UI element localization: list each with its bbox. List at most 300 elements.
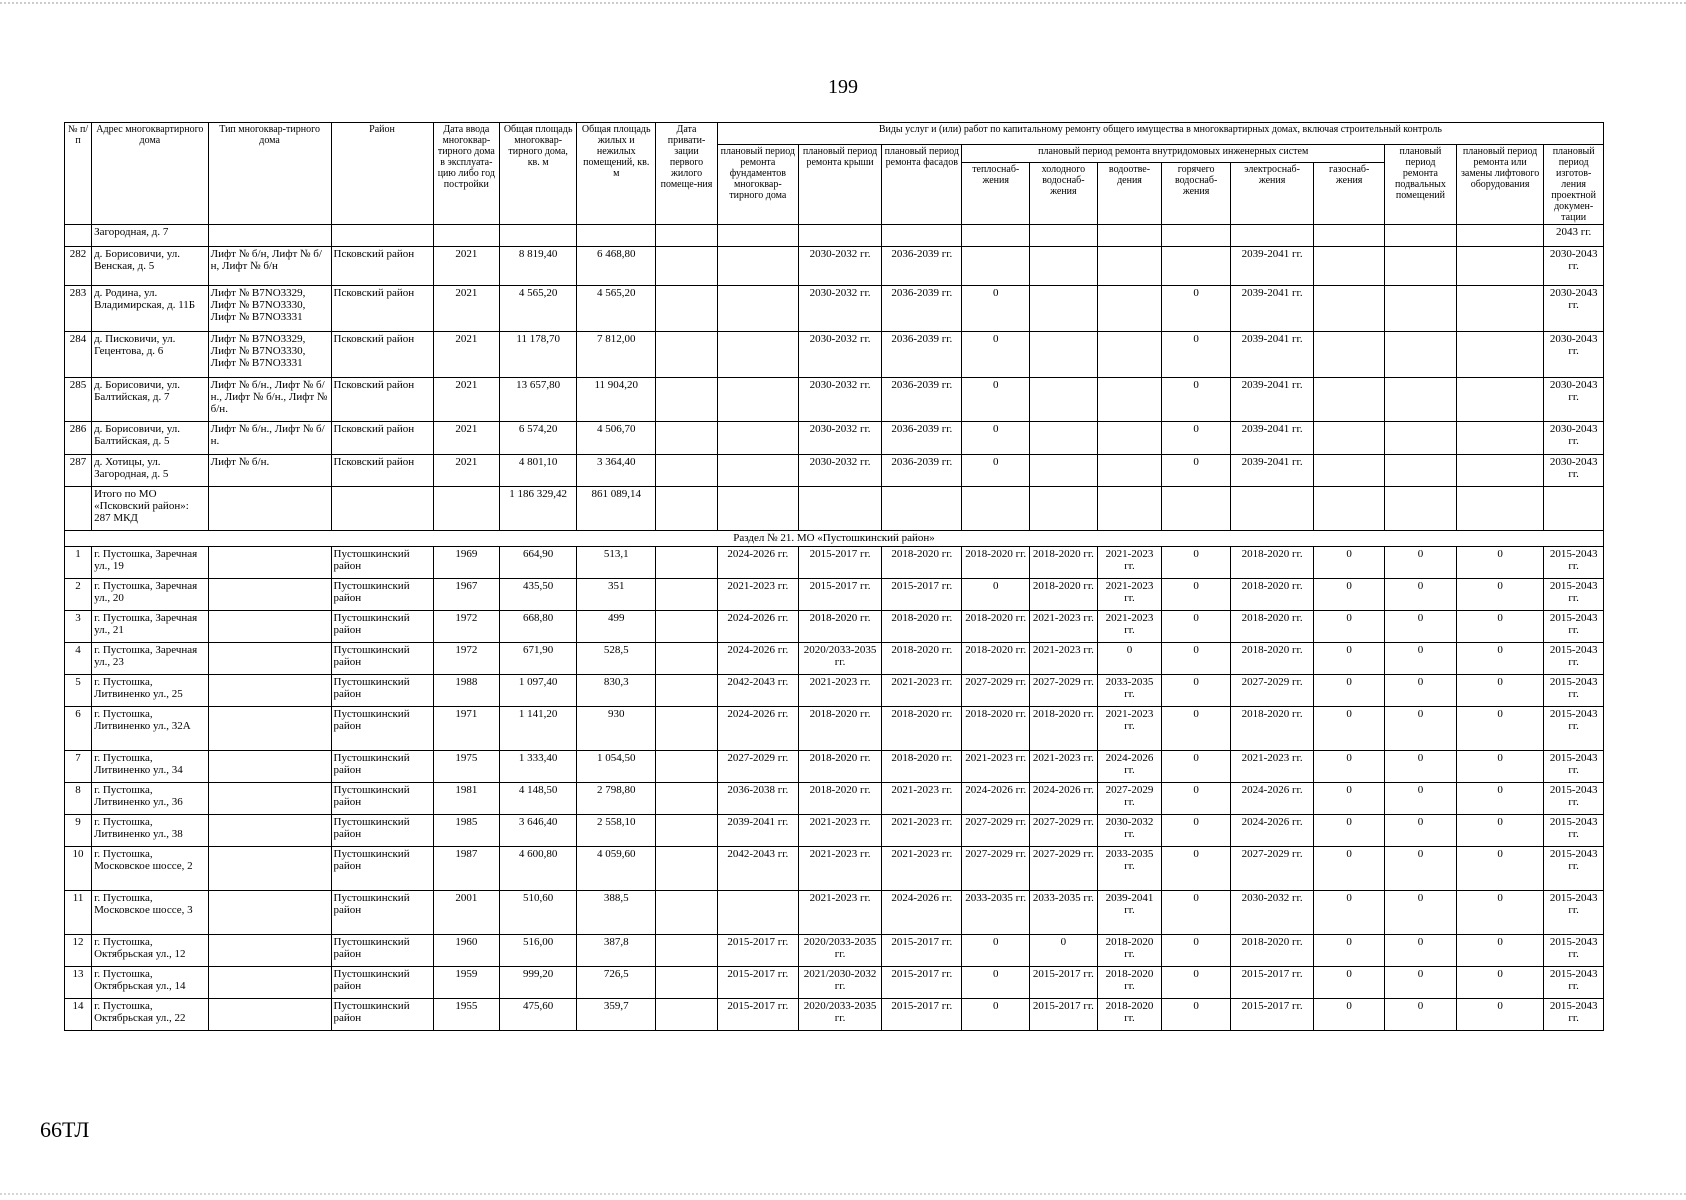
row-elevator: 0	[1456, 967, 1543, 999]
row-facade: 2036-2039 гг.	[882, 422, 962, 455]
row-elevator	[1456, 422, 1543, 455]
row-heat: 0	[962, 455, 1030, 487]
row-gas: 0	[1314, 611, 1385, 643]
row-electric: 2027-2029 гг.	[1230, 675, 1313, 707]
row-type: Лифт № B7NO3329, Лифт № B7NO3330, Лифт № B7NO3331	[208, 332, 331, 378]
header-engineering-group: плановый период ремонта внутридомовых инженерных систем	[962, 145, 1385, 163]
row-roof: 2020/2033-2035 гг.	[798, 935, 881, 967]
row-foundation	[717, 422, 798, 455]
row-electric: 2018-2020 гг.	[1230, 611, 1313, 643]
row-electric: 2015-2017 гг.	[1230, 967, 1313, 999]
row-electric: 2015-2017 гг.	[1230, 999, 1313, 1031]
row-electric: 2039-2041 гг.	[1230, 422, 1313, 455]
row-elevator: 0	[1456, 579, 1543, 611]
row-living-area: 528,5	[577, 643, 656, 675]
row-year: 1969	[433, 547, 500, 579]
totals-empty-cell	[433, 487, 500, 531]
row-hot-water	[1162, 247, 1231, 286]
header-heat: теплоснаб-жения	[962, 163, 1030, 225]
row-num: 284	[65, 332, 92, 378]
row-num: 282	[65, 247, 92, 286]
row-address: г. Пустошка, Литвиненко ул., 34	[92, 751, 209, 783]
row-type: Лифт № б/н, Лифт № б/н, Лифт № б/н	[208, 247, 331, 286]
row-total-area: 1 333,40	[500, 751, 577, 783]
row-hot-water: 0	[1162, 891, 1231, 935]
row-sewer: 2021-2023 гг.	[1097, 707, 1162, 751]
row-district: Пустошкинский район	[331, 847, 433, 891]
row-elevator: 0	[1456, 783, 1543, 815]
row-privatization	[656, 455, 717, 487]
row-privatization	[656, 643, 717, 675]
row-foundation	[717, 286, 798, 332]
header-cold-water: холодного водоснаб-жения	[1030, 163, 1098, 225]
row-facade: 2036-2039 гг.	[882, 247, 962, 286]
row-design-docs: 2015-2043 гг.	[1544, 611, 1604, 643]
row-elevator: 0	[1456, 707, 1543, 751]
row-living-area: 2 798,80	[577, 783, 656, 815]
row-roof: 2018-2020 гг.	[798, 751, 881, 783]
row-address: г. Пустошка, Заречная ул., 20	[92, 579, 209, 611]
row-electric: 2030-2032 гг.	[1230, 891, 1313, 935]
row-cold-water: 2018-2020 гг.	[1030, 707, 1098, 751]
row-sewer: 2030-2032 гг.	[1097, 815, 1162, 847]
totals-empty-cell	[65, 487, 92, 531]
row-living-area: 351	[577, 579, 656, 611]
row-address: г. Пустошка, Заречная ул., 23	[92, 643, 209, 675]
row-gas: 0	[1314, 579, 1385, 611]
totals-empty-cell	[1544, 487, 1604, 531]
header-district: Район	[331, 123, 433, 225]
row-year: 1967	[433, 579, 500, 611]
row-type	[208, 675, 331, 707]
row-district: Пустошкинский район	[331, 783, 433, 815]
row-district: Псковский район	[331, 247, 433, 286]
totals-empty-cell	[962, 487, 1030, 531]
row-year: 2021	[433, 378, 500, 422]
row-type: Лифт № б/н., Лифт № б/н., Лифт № б/н., Лифт № б/н.	[208, 378, 331, 422]
row-privatization	[656, 332, 717, 378]
scan-edge-top	[0, 2, 1686, 7]
row-heat: 2024-2026 гг.	[962, 783, 1030, 815]
row-hot-water: 0	[1162, 847, 1231, 891]
row-sewer: 2021-2023 гг.	[1097, 611, 1162, 643]
totals-empty-cell	[331, 487, 433, 531]
row-privatization	[656, 707, 717, 751]
row-roof: 2015-2017 гг.	[798, 547, 881, 579]
row-design-docs: 2015-2043 гг.	[1544, 847, 1604, 891]
row-sewer: 2033-2035 гг.	[1097, 847, 1162, 891]
row-address: г. Пустошка, Литвиненко ул., 25	[92, 675, 209, 707]
row-hot-water: 0	[1162, 675, 1231, 707]
row-num: 8	[65, 783, 92, 815]
row-cold-water: 2015-2017 гг.	[1030, 999, 1098, 1031]
row-hot-water: 0	[1162, 378, 1231, 422]
row-heat: 2027-2029 гг.	[962, 815, 1030, 847]
header-gas: газоснаб-жения	[1314, 163, 1385, 225]
row-facade: 2024-2026 гг.	[882, 891, 962, 935]
header-foundation: плановый период ремонта фундаментов многоквар-тирного дома	[717, 145, 798, 225]
row-living-area: 359,7	[577, 999, 656, 1031]
row-total-area: 11 178,70	[500, 332, 577, 378]
row-district: Пустошкинский район	[331, 547, 433, 579]
row-sewer	[1097, 422, 1162, 455]
row-design-docs: 2015-2043 гг.	[1544, 891, 1604, 935]
row-basement: 0	[1385, 579, 1457, 611]
table-header	[65, 123, 1604, 225]
totals-empty-cell	[1030, 487, 1098, 531]
row-address: г. Пустошка, Московское шоссе, 2	[92, 847, 209, 891]
row-total-area: 664,90	[500, 547, 577, 579]
row-electric: 2018-2020 гг.	[1230, 579, 1313, 611]
row-district: Пустошкинский район	[331, 891, 433, 935]
row-district: Пустошкинский район	[331, 643, 433, 675]
row-address: д. Писковичи, ул. Гецентова, д. 6	[92, 332, 209, 378]
row-gas: 0	[1314, 675, 1385, 707]
row-privatization	[656, 675, 717, 707]
row-basement	[1385, 378, 1457, 422]
row-privatization	[656, 611, 717, 643]
row-privatization	[656, 422, 717, 455]
table-row	[65, 847, 1604, 891]
row-district: Псковский район	[331, 332, 433, 378]
totals-empty-cell	[656, 487, 717, 531]
header-basement: плановый период ремонта подвальных помещений	[1385, 145, 1457, 225]
totals-empty-cell	[1230, 487, 1313, 531]
row-hot-water: 0	[1162, 751, 1231, 783]
row-district: Пустошкинский район	[331, 815, 433, 847]
row-hot-water: 0	[1162, 707, 1231, 751]
table-row	[65, 751, 1604, 783]
row-sewer: 2018-2020 гг.	[1097, 999, 1162, 1031]
row-sewer	[1097, 332, 1162, 378]
row-sewer	[1097, 455, 1162, 487]
row-sewer: 2021-2023 гг.	[1097, 547, 1162, 579]
row-privatization	[656, 999, 717, 1031]
totals-empty-cell	[1097, 487, 1162, 531]
row-address: д. Хотицы, ул. Загородная, д. 5	[92, 455, 209, 487]
row-num: 6	[65, 707, 92, 751]
row-total-area: 668,80	[500, 611, 577, 643]
row-type	[208, 783, 331, 815]
row-address: г. Пустошка, Литвиненко ул., 36	[92, 783, 209, 815]
row-year: 1972	[433, 611, 500, 643]
totals-empty-cell	[1162, 487, 1231, 531]
row-gas: 0	[1314, 999, 1385, 1031]
row-facade: 2018-2020 гг.	[882, 643, 962, 675]
row-basement: 0	[1385, 999, 1457, 1031]
row-roof: 2030-2032 гг.	[798, 455, 881, 487]
row-num: 7	[65, 751, 92, 783]
row-heat: 2027-2029 гг.	[962, 675, 1030, 707]
scan-edge-bottom	[0, 1193, 1686, 1198]
row-heat	[962, 247, 1030, 286]
row-total-area: 8 819,40	[500, 247, 577, 286]
row-roof: 2030-2032 гг.	[798, 247, 881, 286]
row-sewer	[1097, 286, 1162, 332]
row-year: 2021	[433, 247, 500, 286]
row-living-area: 513,1	[577, 547, 656, 579]
row-year: 2001	[433, 891, 500, 935]
row-basement: 0	[1385, 783, 1457, 815]
row-basement: 0	[1385, 847, 1457, 891]
row-facade: 2021-2023 гг.	[882, 815, 962, 847]
row-type	[208, 579, 331, 611]
row-total-area: 4 148,50	[500, 783, 577, 815]
row-address: г. Пустошка, Октябрьская ул., 22	[92, 999, 209, 1031]
row-facade: 2018-2020 гг.	[882, 751, 962, 783]
row-roof: 2021-2023 гг.	[798, 847, 881, 891]
row-total-area: 4 801,10	[500, 455, 577, 487]
row-facade: 2015-2017 гг.	[882, 579, 962, 611]
row-address: д. Борисовичи, ул. Балтийская, д. 7	[92, 378, 209, 422]
row-heat: 0	[962, 422, 1030, 455]
row-district: Пустошкинский район	[331, 935, 433, 967]
row-basement	[1385, 455, 1457, 487]
header-roof: плановый период ремонта крыши	[798, 145, 881, 225]
row-year: 1955	[433, 999, 500, 1031]
row-gas: 0	[1314, 967, 1385, 999]
row-address: г. Пустошка, Литвиненко ул., 32А	[92, 707, 209, 751]
row-privatization	[656, 967, 717, 999]
row-heat: 2018-2020 гг.	[962, 643, 1030, 675]
row-foundation	[717, 455, 798, 487]
row-design-docs: 2030-2043 гг.	[1544, 422, 1604, 455]
row-basement: 0	[1385, 707, 1457, 751]
row-design-docs: 2030-2043 гг.	[1544, 332, 1604, 378]
row-basement: 0	[1385, 935, 1457, 967]
row-privatization	[656, 935, 717, 967]
row-cold-water: 2018-2020 гг.	[1030, 547, 1098, 579]
row-cold-water: 2021-2023 гг.	[1030, 751, 1098, 783]
row-living-area: 387,8	[577, 935, 656, 967]
row-roof: 2030-2032 гг.	[798, 378, 881, 422]
table-row	[65, 643, 1604, 675]
row-type	[208, 847, 331, 891]
totals-empty-cell	[1456, 487, 1543, 531]
row-privatization	[656, 891, 717, 935]
row-heat: 2018-2020 гг.	[962, 611, 1030, 643]
totals-empty-cell	[882, 487, 962, 531]
row-elevator: 0	[1456, 751, 1543, 783]
row-gas: 0	[1314, 547, 1385, 579]
row-total-area: 999,20	[500, 967, 577, 999]
row-design-docs: 2015-2043 гг.	[1544, 751, 1604, 783]
row-total-area: 4 600,80	[500, 847, 577, 891]
row-year: 2021	[433, 422, 500, 455]
row-sewer: 2021-2023 гг.	[1097, 579, 1162, 611]
row-facade: 2015-2017 гг.	[882, 935, 962, 967]
row-basement	[1385, 286, 1457, 332]
row-elevator: 0	[1456, 815, 1543, 847]
row-gas: 0	[1314, 783, 1385, 815]
row-privatization	[656, 378, 717, 422]
table-row	[65, 579, 1604, 611]
row-facade: 2018-2020 гг.	[882, 547, 962, 579]
row-address: д. Борисовичи, ул. Балтийская, д. 5	[92, 422, 209, 455]
row-cold-water	[1030, 422, 1098, 455]
row-cold-water: 2027-2029 гг.	[1030, 847, 1098, 891]
row-electric: 2024-2026 гг.	[1230, 783, 1313, 815]
row-hot-water: 0	[1162, 547, 1231, 579]
row-type	[208, 707, 331, 751]
totals-empty-cell	[1314, 487, 1385, 531]
row-design-docs: 2015-2043 гг.	[1544, 967, 1604, 999]
totals-living-area: 861 089,14	[577, 487, 656, 531]
row-facade: 2021-2023 гг.	[882, 675, 962, 707]
totals-label: Итого по МО «Псковский район»: 287 МКД	[92, 487, 209, 531]
row-foundation: 2042-2043 гг.	[717, 847, 798, 891]
row-cold-water: 2024-2026 гг.	[1030, 783, 1098, 815]
row-basement: 0	[1385, 675, 1457, 707]
row-num: 9	[65, 815, 92, 847]
row-num: 2	[65, 579, 92, 611]
row-gas	[1314, 378, 1385, 422]
row-roof: 2015-2017 гг.	[798, 579, 881, 611]
row-foundation: 2024-2026 гг.	[717, 547, 798, 579]
row-year: 1975	[433, 751, 500, 783]
table-row	[65, 935, 1604, 967]
row-district: Псковский район	[331, 286, 433, 332]
row-foundation	[717, 378, 798, 422]
row-gas: 0	[1314, 815, 1385, 847]
row-roof: 2018-2020 гг.	[798, 611, 881, 643]
row-electric: 2018-2020 гг.	[1230, 707, 1313, 751]
table-row	[65, 891, 1604, 935]
row-year: 2021	[433, 332, 500, 378]
row-electric: 2039-2041 гг.	[1230, 247, 1313, 286]
row-gas: 0	[1314, 847, 1385, 891]
row-num: 285	[65, 378, 92, 422]
row-cold-water	[1030, 378, 1098, 422]
row-living-area: 4 506,70	[577, 422, 656, 455]
row-sewer: 2018-2020 гг.	[1097, 967, 1162, 999]
row-address: г. Пустошка, Октябрьская ул., 14	[92, 967, 209, 999]
row-living-area: 4 565,20	[577, 286, 656, 332]
row-heat: 0	[962, 967, 1030, 999]
row-hot-water: 0	[1162, 643, 1231, 675]
header-sewer: водоотве-дения	[1097, 163, 1162, 225]
row-total-area: 510,60	[500, 891, 577, 935]
row-roof: 2021-2023 гг.	[798, 675, 881, 707]
row-electric: 2018-2020 гг.	[1230, 547, 1313, 579]
row-elevator: 0	[1456, 547, 1543, 579]
row-roof: 2018-2020 гг.	[798, 783, 881, 815]
row-sewer: 2033-2035 гг.	[1097, 675, 1162, 707]
row-district: Пустошкинский район	[331, 967, 433, 999]
continued-row	[65, 225, 1604, 247]
row-basement: 0	[1385, 547, 1457, 579]
row-hot-water: 0	[1162, 815, 1231, 847]
row-roof: 2020/2033-2035 гг.	[798, 643, 881, 675]
row-heat: 0	[962, 999, 1030, 1031]
row-num: 286	[65, 422, 92, 455]
row-living-area: 11 904,20	[577, 378, 656, 422]
row-basement: 0	[1385, 815, 1457, 847]
row-heat: 0	[962, 378, 1030, 422]
table-row	[65, 422, 1604, 455]
row-facade: 2015-2017 гг.	[882, 967, 962, 999]
row-facade: 2018-2020 гг.	[882, 707, 962, 751]
row-design-docs: 2015-2043 гг.	[1544, 999, 1604, 1031]
row-hot-water: 0	[1162, 286, 1231, 332]
row-total-area: 4 565,20	[500, 286, 577, 332]
totals-empty-cell	[1385, 487, 1457, 531]
row-roof: 2021/2030-2032 гг.	[798, 967, 881, 999]
row-sewer: 2024-2026 гг.	[1097, 751, 1162, 783]
row-living-area: 7 812,00	[577, 332, 656, 378]
row-elevator: 0	[1456, 999, 1543, 1031]
row-facade: 2036-2039 гг.	[882, 332, 962, 378]
row-type	[208, 891, 331, 935]
row-electric: 2039-2041 гг.	[1230, 455, 1313, 487]
row-heat: 0	[962, 935, 1030, 967]
row-elevator: 0	[1456, 611, 1543, 643]
header-electric: электроснаб-жения	[1230, 163, 1313, 225]
row-gas	[1314, 286, 1385, 332]
row-gas	[1314, 422, 1385, 455]
row-foundation: 2015-2017 гг.	[717, 967, 798, 999]
row-facade: 2018-2020 гг.	[882, 611, 962, 643]
row-gas	[1314, 455, 1385, 487]
row-hot-water: 0	[1162, 422, 1231, 455]
row-living-area: 726,5	[577, 967, 656, 999]
row-roof: 2021-2023 гг.	[798, 891, 881, 935]
row-elevator	[1456, 247, 1543, 286]
row-year: 1987	[433, 847, 500, 891]
capital-repair-table	[64, 122, 1604, 1031]
row-living-area: 2 558,10	[577, 815, 656, 847]
row-hot-water: 0	[1162, 455, 1231, 487]
row-basement	[1385, 332, 1457, 378]
row-total-area: 516,00	[500, 935, 577, 967]
table-row	[65, 332, 1604, 378]
row-sewer: 2039-2041 гг.	[1097, 891, 1162, 935]
row-electric: 2039-2041 гг.	[1230, 286, 1313, 332]
row-type	[208, 643, 331, 675]
row-heat: 0	[962, 579, 1030, 611]
row-facade: 2036-2039 гг.	[882, 286, 962, 332]
row-hot-water: 0	[1162, 611, 1231, 643]
row-gas: 0	[1314, 935, 1385, 967]
row-district: Пустошкинский район	[331, 611, 433, 643]
row-elevator	[1456, 455, 1543, 487]
row-num: 11	[65, 891, 92, 935]
row-foundation: 2024-2026 гг.	[717, 707, 798, 751]
row-district: Пустошкинский район	[331, 999, 433, 1031]
row-privatization	[656, 547, 717, 579]
row-basement: 0	[1385, 611, 1457, 643]
row-basement	[1385, 247, 1457, 286]
header-works-group: Виды услуг и (или) работ по капитальному ремонту общего имущества в многоквартирных домах, включая строительный контроль	[717, 123, 1603, 145]
row-num: 12	[65, 935, 92, 967]
row-design-docs: 2030-2043 гг.	[1544, 286, 1604, 332]
row-type: Лифт № B7NO3329, Лифт № B7NO3330, Лифт № B7NO3331	[208, 286, 331, 332]
row-cold-water: 2021-2023 гг.	[1030, 643, 1098, 675]
table-row	[65, 455, 1604, 487]
row-gas	[1314, 332, 1385, 378]
row-type	[208, 547, 331, 579]
row-electric: 2021-2023 гг.	[1230, 751, 1313, 783]
row-sewer	[1097, 247, 1162, 286]
table-row	[65, 247, 1604, 286]
row-foundation: 2027-2029 гг.	[717, 751, 798, 783]
row-foundation: 2039-2041 гг.	[717, 815, 798, 847]
header-living-area: Общая площадь жилых и нежилых помещений, кв. м	[577, 123, 656, 225]
row-cold-water: 2027-2029 гг.	[1030, 675, 1098, 707]
row-heat: 2027-2029 гг.	[962, 847, 1030, 891]
row-heat: 0	[962, 332, 1030, 378]
row-num: 10	[65, 847, 92, 891]
